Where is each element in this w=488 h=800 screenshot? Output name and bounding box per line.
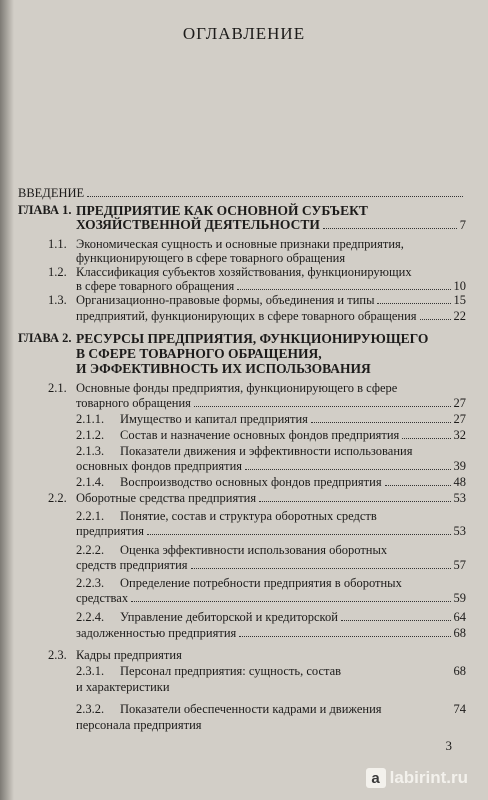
toc-entry-2-2-4-line2 [76, 626, 466, 640]
leader-dots [385, 485, 451, 486]
section-title-line: Управление дебиторской и кредиторской [120, 610, 338, 624]
section-number: 2.1. [48, 381, 67, 395]
toc-entry-1-2 [76, 279, 466, 293]
chapter-1-title [76, 203, 368, 218]
toc-entry-2-3-2 [120, 702, 466, 716]
section-title-line: Основные фонды предприятия, функционирующего в сфере [76, 381, 398, 395]
page-ref: 74 [453, 702, 466, 716]
section-title-line: Состав и назначение основных фондов предприятия [120, 428, 400, 442]
page-ref: 22 [453, 309, 466, 323]
section-number: 2.1.1. [76, 412, 105, 426]
section-title-line: основных фондов предприятия [76, 459, 243, 473]
leader-dots [311, 422, 451, 423]
page-ref: 68 [453, 626, 466, 640]
page-ref: 27 [453, 412, 466, 426]
page-ref: 53 [453, 491, 466, 505]
chapter-2-title-line: И ЭФФЕКТИВНОСТЬ ИХ ИСПОЛЬЗОВАНИЯ [76, 361, 371, 376]
section-title-line: и характеристики [76, 680, 170, 694]
page-ref: 27 [453, 396, 466, 410]
section-title-line: Показатели движения и эффективности использования [120, 444, 413, 458]
chapter-2-title-line: В СФЕРЕ ТОВАРНОГО ОБРАЩЕНИЯ, [76, 346, 322, 361]
section-title-line: предприятия [76, 524, 144, 538]
leader-dots [341, 620, 451, 621]
section-title-line: средствах [76, 591, 129, 605]
section-title-line: Кадры предприятия [76, 648, 182, 662]
section-number: 1.2. [48, 265, 67, 279]
page-gutter-shadow [0, 0, 14, 800]
section-title-line: средств предприятия [76, 558, 188, 572]
chapter-1-title-line: ХОЗЯЙСТВЕННОЙ ДЕЯТЕЛЬНОСТИ [76, 217, 320, 232]
section-title-line: Оборотные средства предприятия [76, 491, 257, 505]
section-title-line: Экономическая сущность и основные признаки предприятия, [76, 237, 404, 251]
leader-dots [259, 501, 450, 502]
toc-entry-1-3 [76, 293, 466, 307]
page-ref: 57 [453, 558, 466, 572]
toc-entry-2-2-3 [76, 591, 466, 605]
page-ref: 7 [459, 218, 466, 232]
toc-entry-2-1 [76, 396, 466, 410]
section-title-line: Классификация субъектов хозяйствования, функционирующих [76, 265, 412, 279]
watermark [366, 768, 468, 788]
leader-dots [131, 601, 450, 602]
toc-entry-2-1-4 [120, 475, 466, 489]
leader-dots [239, 636, 450, 637]
toc-entry-2-2-4 [120, 610, 466, 624]
chapter-2-title-line: РЕСУРСЫ ПРЕДПРИЯТИЯ, ФУНКЦИОНИРУЮЩЕГО [76, 331, 429, 346]
toc-entry-2-3-1 [120, 664, 466, 678]
page-number: 3 [445, 738, 452, 753]
page-ref: 15 [453, 293, 466, 307]
section-title-line: Определение потребности предприятия в оборотных [120, 576, 402, 590]
toc-entry-2-2 [76, 491, 466, 505]
section-title-line: Организационно-правовые формы, объединения и типы [76, 293, 375, 307]
page-ref: 59 [453, 591, 466, 605]
leader-dots [377, 303, 450, 304]
page-title: ОГЛАВЛЕНИЕ [182, 24, 306, 43]
toc-entry-2-1-2 [120, 428, 466, 442]
section-number: 2.3. [48, 648, 67, 662]
toc-entry-2-2-2 [76, 558, 466, 572]
toc-entry-2-1-3 [76, 459, 466, 473]
leader-dots [87, 196, 463, 197]
leader-dots [402, 438, 450, 439]
section-title-line: в сфере товарного обращения [76, 279, 235, 293]
leader-dots [191, 568, 451, 569]
section-title-line: Понятие, состав и структура оборотных средств [120, 509, 377, 523]
page-ref: 68 [453, 664, 466, 678]
page-ref: 39 [453, 459, 466, 473]
intro-label: ВВЕДЕНИЕ [18, 186, 85, 200]
chapter-1-label: ГЛАВА 1. [18, 203, 72, 217]
chapter-2-title [76, 331, 428, 376]
section-number: 2.3.1. [76, 664, 105, 678]
page-ref: 53 [453, 524, 466, 538]
toc-entry-2-1-1 [120, 412, 466, 426]
section-number: 2.1.3. [76, 444, 105, 458]
chapter-1-title-line2-row [76, 218, 466, 232]
page-ref: 32 [453, 428, 466, 442]
section-title-line: Имущество и капитал предприятия [120, 412, 308, 426]
section-title-line: задолженностью предприятия [76, 626, 237, 640]
section-number: 2.2.3. [76, 576, 105, 590]
section-title-line: Персонал предприятия: сущность, состав [120, 664, 342, 678]
section-number: 1.1. [48, 237, 67, 251]
leader-dots [323, 228, 457, 229]
leader-dots [147, 534, 451, 535]
watermark-text: labirint.ru [389, 768, 468, 787]
toc-intro [18, 186, 466, 200]
leader-dots [237, 289, 450, 290]
labirint-logo-icon: a [366, 768, 386, 788]
page-ref: 64 [453, 610, 466, 624]
section-number: 1.3. [48, 293, 67, 307]
section-number: 2.1.2. [76, 428, 105, 442]
page-ref: 48 [453, 475, 466, 489]
section-title-line: Воспроизводство основных фондов предприятия [120, 475, 382, 489]
section-title-line: Показатели обеспеченности кадрами и движения [120, 702, 382, 716]
section-title-line: персонала предприятия [76, 718, 202, 732]
leader-dots [194, 406, 451, 407]
page-ref: 10 [453, 279, 466, 293]
leader-dots [420, 319, 451, 320]
toc-entry-2-2-1 [76, 524, 466, 538]
chapter-2-label: ГЛАВА 2. [18, 331, 72, 345]
leader-dots [245, 469, 450, 470]
section-title-line: предприятий, функционирующих в сфере товарного обращения [76, 309, 417, 323]
section-title-line: функционирующего в сфере товарного обращения [76, 251, 346, 265]
section-title-line: Оценка эффективности использования оборотных [120, 543, 388, 557]
section-number: 2.1.4. [76, 475, 105, 489]
section-number: 2.3.2. [76, 702, 105, 716]
section-number: 2.2.1. [76, 509, 105, 523]
section-number: 2.2. [48, 491, 67, 505]
section-title-line: товарного обращения [76, 396, 191, 410]
chapter-1-title-line: ПРЕДПРИЯТИЕ КАК ОСНОВНОЙ СУБЪЕКТ [76, 203, 368, 218]
section-number: 2.2.4. [76, 610, 105, 624]
section-number: 2.2.2. [76, 543, 105, 557]
toc-entry-1-3-line2 [76, 309, 466, 323]
